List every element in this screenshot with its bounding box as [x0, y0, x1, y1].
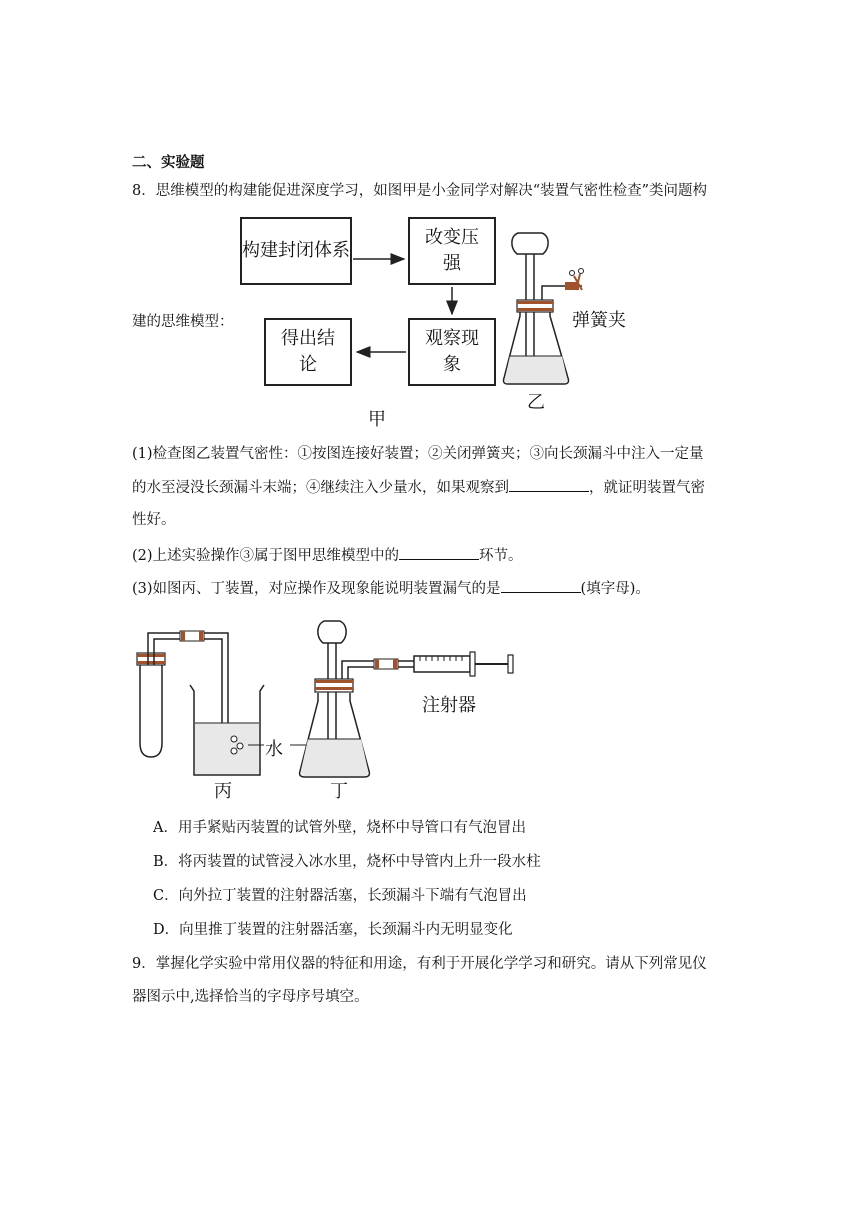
- caption-yi: 乙: [527, 392, 545, 413]
- q8-stem-line2: 建的思维模型：: [132, 314, 234, 330]
- q9-line1: 9．掌握化学实验中常用仪器的特征和用途，有利于开展化学学习和研究。请从下列常见仪: [132, 956, 707, 972]
- caption-ding: 丁: [330, 781, 348, 802]
- q8-part1-line3: 性好。: [132, 512, 176, 528]
- q8-part1-line1: (1)检查图乙装置气密性：①按图连接好装置；②关闭弹簧夹；③向长颈漏斗中注入一定量: [132, 446, 704, 462]
- q8-part3: (3)如图丙、丁装置，对应操作及现象能说明装置漏气的是 (填字母)。: [132, 578, 650, 599]
- q9-line2: 器图示中,选择恰当的字母序号填空。: [132, 989, 369, 1005]
- flow-box-observe: 观察现象: [408, 318, 496, 386]
- test-tube: [140, 653, 162, 757]
- option-a[interactable]: A．用手紧贴丙装置的试管外壁，烧杯中导管口有气泡冒出: [153, 820, 526, 836]
- q8-part1-line2: 的水至浸没长颈漏斗末端；④继续注入少量水，如果观察到 ，就证明装置气密: [132, 477, 705, 498]
- answer-blank-2[interactable]: [399, 545, 479, 560]
- spring-clip-label: 弹簧夹: [572, 310, 626, 331]
- funnel-bulb: [512, 233, 548, 254]
- ding-funnel-bulb: [318, 621, 346, 643]
- q8-part2: (2)上述实验操作③属于图甲思维模型中的 环节。: [132, 545, 523, 566]
- water-label: 水: [265, 739, 283, 760]
- flow-arrows: [0, 0, 867, 420]
- flow-box-change-pressure: 改变压强: [408, 217, 496, 285]
- section-title: 二、实验题: [132, 155, 205, 171]
- flask-liquid: [505, 356, 567, 383]
- answer-blank-1[interactable]: [509, 477, 589, 492]
- option-d[interactable]: D．向里推丁装置的注射器活塞，长颈漏斗内无明显变化: [153, 922, 513, 938]
- option-b[interactable]: B．将丙装置的试管浸入冰水里，烧杯中导管内上升一段水柱: [153, 854, 541, 870]
- q8-stem-line1: 8．思维模型的构建能促进深度学习，如图甲是小金同学对解决“装置气密性检查”类问题构: [132, 183, 708, 199]
- flow-box-conclude: 得出结论: [264, 318, 352, 386]
- flow-box-build-system: 构建封闭体系: [240, 217, 352, 285]
- option-c[interactable]: C．向外拉丁装置的注射器活塞，长颈漏斗下端有气泡冒出: [153, 888, 527, 904]
- bubble-icon: [231, 736, 237, 742]
- beaker-water: [195, 723, 259, 774]
- answer-blank-3[interactable]: [501, 578, 581, 593]
- caption-bing: 丙: [214, 781, 232, 802]
- syringe-label: 注射器: [422, 695, 476, 716]
- caption-jia: 甲: [368, 409, 386, 430]
